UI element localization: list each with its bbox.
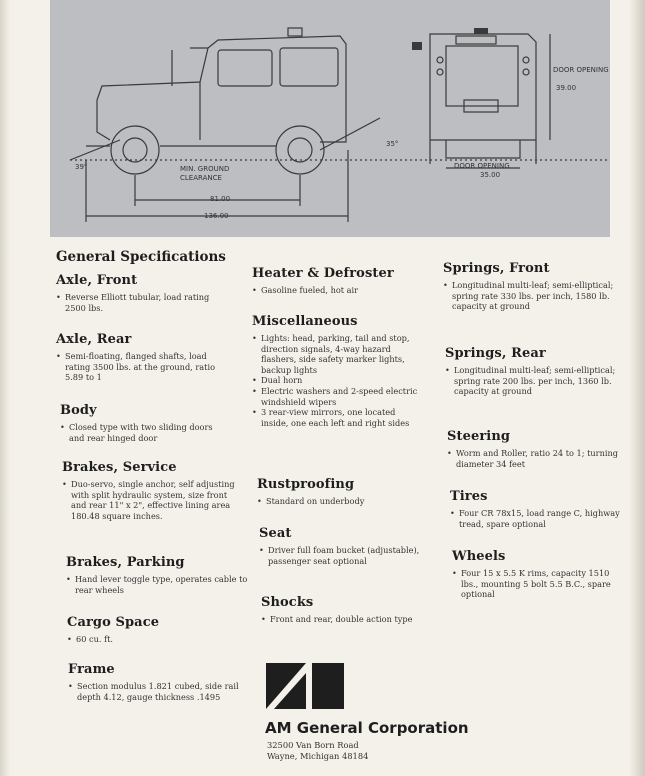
section-springs-rear [445, 346, 625, 397]
company-name: AM General Corporation [265, 719, 469, 737]
page-shadow-right [629, 0, 645, 776]
section-title: Springs, Front [443, 261, 550, 276]
spec-item: • Standard on underbody [257, 496, 365, 506]
min-ground-clearance-label-line2: CLEARANCE [180, 174, 222, 182]
section-frame [68, 662, 240, 702]
departure-angle-value: 35° [386, 140, 399, 148]
spec-item: • Semi-floating, flanged shafts, load rating 3500 lbs. at the ground, ratio 5.89 to 1 [56, 351, 216, 383]
specs-title: General Specifications [56, 249, 226, 265]
approach-angle-value: 39° [75, 163, 88, 171]
spec-item: • Reverse Elliott tubular, load rating 2500 lbs. [56, 292, 210, 313]
section-springs-front [443, 261, 623, 312]
page-shadow-left [0, 0, 10, 776]
spec-item: • Section modulus 1.821 cubed, side rail depth 4.12, gauge thickness .1495 [68, 681, 239, 702]
section-title: Steering [447, 429, 511, 444]
section-heater-defroster [252, 266, 432, 296]
section-title: Shocks [261, 595, 314, 610]
spec-item: • Four CR 78x15, load range C, highway tread, spare optional [450, 508, 620, 529]
address-line-1: 32500 Van Born Road [267, 740, 359, 750]
section-title: Body [60, 403, 97, 418]
spec-item: • Hand lever toggle type, operates cable to rear wheels [66, 574, 248, 595]
min-ground-clearance-label-line1: MIN. GROUND [180, 165, 230, 173]
section-brakes-service [62, 460, 237, 521]
spec-item: • 60 cu. ft. [67, 634, 114, 644]
address-line-2: Wayne, Michigan 48184 [267, 751, 369, 761]
section-steering [447, 429, 627, 469]
overall-length-value: 136.00 [204, 212, 229, 220]
spec-item: • Four 15 x 5.5 K rims, capacity 1510 lbs., mounting 5 bolt 5.5 B.C., spare optional [452, 568, 611, 600]
spec-item: • Front and rear, double action type [261, 614, 413, 624]
section-axle-front [56, 273, 231, 313]
section-title: Wheels [452, 549, 506, 564]
section-wheels [452, 549, 622, 600]
section-brakes-parking [66, 555, 248, 595]
door-opening-height-label: DOOR OPENING [553, 66, 609, 74]
spec-item: • Dual horn [252, 375, 303, 386]
spec-item: • Closed type with two sliding doors and rear hinged door [60, 422, 213, 443]
section-axle-rear [56, 332, 216, 383]
section-miscellaneous [252, 314, 424, 428]
section-title: Heater & Defroster [252, 266, 394, 281]
spec-item: • Lights: head, parking, tail and stop, direction signals, 4-way hazard flashers, side safety marker lights, backup lights [252, 333, 410, 375]
vehicle-dimension-diagram [50, 0, 610, 237]
company-address [267, 740, 368, 762]
wheelbase-value: 81.00 [210, 195, 231, 203]
section-tires [450, 489, 625, 529]
section-title: Axle, Rear [56, 332, 132, 347]
spec-item: • Longitudinal multi-leaf; semi-elliptical; spring rate 330 lbs. per inch, 1580 lb. capacity at ground [443, 280, 614, 312]
door-opening-width-label: DOOR OPENING [454, 162, 510, 170]
section-title: Seat [259, 526, 292, 541]
section-body [60, 403, 230, 443]
section-seat [259, 526, 424, 566]
door-opening-width-value: 35.00 [480, 171, 501, 179]
section-shocks [261, 595, 433, 625]
door-opening-height-value: 39.00 [556, 84, 577, 92]
section-title: Cargo Space [67, 615, 160, 630]
section-title: Brakes, Parking [66, 555, 185, 570]
section-title: Springs, Rear [445, 346, 546, 361]
spec-item: • Gasoline fueled, hot air [252, 285, 359, 295]
section-title: Rustproofing [257, 477, 355, 492]
spec-item: • Electric washers and 2-speed electric windshield wipers [252, 385, 418, 407]
spec-item: • Driver full foam bucket (adjustable), passenger seat optional [259, 545, 420, 566]
am-general-logo [266, 663, 344, 713]
spec-item: • Worm and Roller, ratio 24 to 1; turning diameter 34 feet [447, 448, 618, 469]
section-title: Brakes, Service [62, 460, 177, 475]
spec-item: • Duo-servo, single anchor, self adjusting with split hydraulic system, size front and rear 11" x 2", effective lining area 180.48 square inches. [62, 479, 235, 521]
spec-item: • 3 rear-view mirrors, one located inside, one each left and right sides [252, 407, 410, 428]
section-title: Frame [68, 662, 115, 677]
section-cargo-space [67, 615, 227, 645]
vehicle-drawing [50, 0, 610, 237]
spec-item: • Longitudinal multi-leaf; semi-elliptical; spring rate 200 lbs. per inch, 1360 lb. capacity at ground [445, 365, 616, 397]
section-title: Miscellaneous [252, 314, 358, 329]
section-rustproofing [257, 477, 427, 507]
section-title: Axle, Front [56, 273, 138, 288]
section-title: Tires [450, 489, 488, 504]
